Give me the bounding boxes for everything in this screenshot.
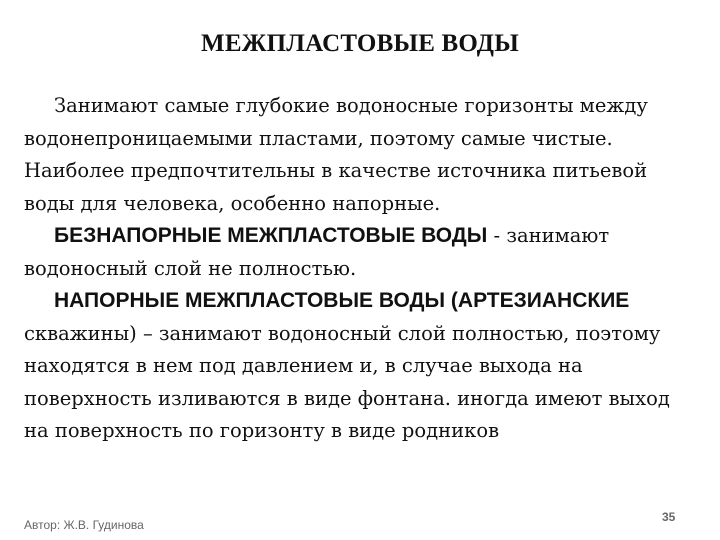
paragraph-intro-text: Занимают самые глубокие водоносные горизонты между водонепроницаемыми пластами, поэтому самые чистые. Наиболее предпочтительны в качестве источника питьевой воды для человека, особенно напорные.: [24, 94, 648, 215]
footer-author: Автор: Ж.В. Гудинова: [24, 518, 144, 532]
slide-body: [24, 90, 694, 448]
paragraph-unconfined-text: - занимают водоносный слой не полностью.: [24, 224, 610, 280]
paragraph-intro: [24, 90, 694, 220]
slide-title: МЕЖПЛАСТОВЫЕ ВОДЫ: [201, 30, 519, 57]
paragraph-artesian: [24, 285, 694, 448]
paragraph-unconfined-heading: БЕЗНАПОРНЫЕ МЕЖПЛАСТОВЫЕ ВОДЫ: [54, 224, 488, 247]
page-number: 35: [662, 510, 676, 524]
paragraph-artesian-text: скважины) – занимают водоносный слой полностью, поэтому находятся в нем под давлением и, в случае выхода на поверхность изливаются в виде фонтана. иногда имеют выход на поверхность по горизонту в виде родников: [24, 321, 670, 442]
paragraph-artesian-heading: НАПОРНЫЕ МЕЖПЛАСТОВЫЕ ВОДЫ (АРТЕЗИАНСКИЕ: [54, 289, 630, 312]
paragraph-unconfined: [24, 220, 694, 285]
